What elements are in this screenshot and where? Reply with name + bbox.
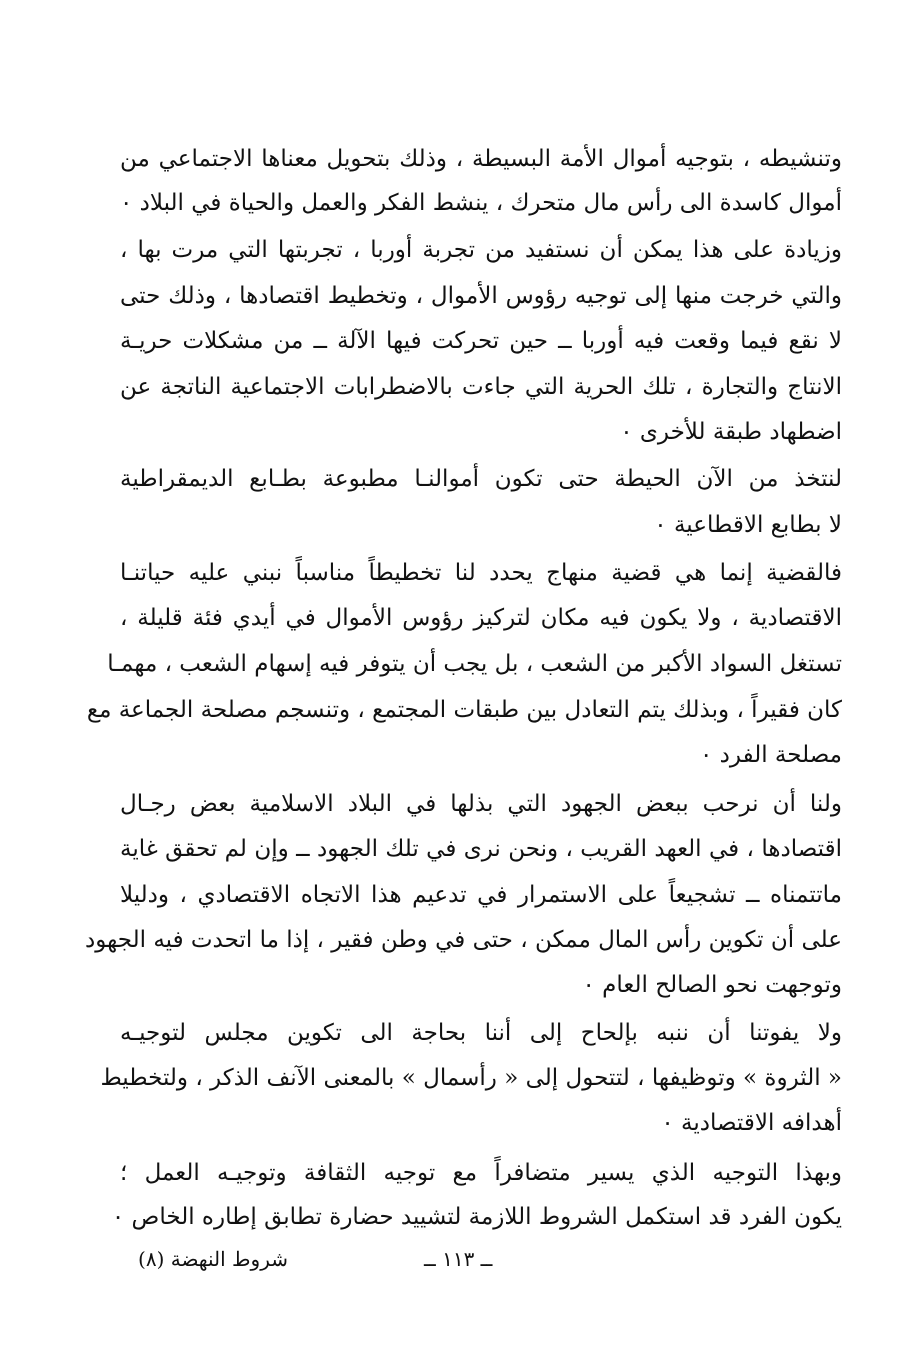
text-line: أهدافه الاقتصادية ٠ bbox=[661, 1110, 842, 1136]
text-line: كان فقيراً ، وبذلك يتم التعادل بين طبقات المجتمع ، وتنسجم مصلحة الجماعة مع bbox=[86, 697, 842, 723]
text-line: ولا يفوتنا أن ننبه بإلحاح إلى أننا بحاجة الى تكوين مجلس لتوجيـه bbox=[120, 1020, 842, 1046]
text-line: اضطهاد طبقة للأخرى ٠ bbox=[620, 419, 842, 445]
text-line: يكون الفرد قد استكمل الشروط اللازمة لتشييد حضارة تطابق إطاره الخاص ٠ bbox=[111, 1204, 842, 1230]
text-line: وتنشيطه ، بتوجيه أموال الأمة البسيطة ، وذلك بتحويل معناها الاجتماعي من bbox=[120, 146, 842, 172]
text-line: والتي خرجت منها إلى توجيه رؤوس الأموال ، وتخطيط اقتصادها ، وذلك حتى bbox=[120, 283, 842, 309]
text-line: تستغل السواد الأكبر من الشعب ، بل يجب أن يتوفر فيه إسهام الشعب ، مهمـا bbox=[107, 651, 842, 677]
text-line: أموال كاسدة الى رأس مال متحرك ، ينشط الفكر والعمل والحياة في البلاد ٠ bbox=[119, 190, 842, 216]
text-line: مصلحة الفرد ٠ bbox=[699, 742, 842, 768]
text-line: ولنا أن نرحب ببعض الجهود التي بذلها في البلاد الاسلامية بعض رجـال bbox=[120, 791, 842, 817]
text-line: لنتخذ من الآن الحيطة حتى تكون أموالنـا مطبوعة بطـابع الديمقراطية bbox=[120, 466, 842, 492]
text-line: اقتصادها ، في العهد القريب ، ونحن نرى في تلك الجهود ــ وإن لم تحقق غاية bbox=[120, 836, 842, 862]
text-line: على أن تكوين رأس المال ممكن ، حتى في وطن فقير ، إذا ما اتحدت فيه الجهود bbox=[85, 927, 842, 953]
text-line: وتوجهت نحو الصالح العام ٠ bbox=[582, 972, 842, 998]
book-title-footer: شروط النهضة (٨) bbox=[138, 1247, 288, 1271]
text-line: فالقضية إنما هي قضية منهاج يحدد لنا تخطيطاً مناسباً نبني عليه حياتنـا bbox=[120, 560, 842, 586]
page-number: ــ ١١٣ ــ bbox=[424, 1247, 493, 1271]
text-line: الانتاج والتجارة ، تلك الحرية التي جاءت بالاضطرابات الاجتماعية الناتجة عن bbox=[120, 374, 842, 400]
text-line: « الثروة » وتوظيفها ، لتتحول إلى « رأسمال » بالمعنى الآنف الذكر ، ولتخطيط bbox=[100, 1065, 842, 1091]
text-line: وزيادة على هذا يمكن أن نستفيد من تجربة أوربا ، تجربتها التي مرت بها ، bbox=[120, 237, 842, 263]
text-line: وبهذا التوجيه الذي يسير متضافراً مع توجيه الثقافة وتوجيـه العمل ؛ bbox=[120, 1160, 842, 1186]
text-line: لا نقع فيما وقعت فيه أوربا ــ حين تحركت فيها الآلة ــ من مشكلات حريـة bbox=[120, 328, 842, 354]
text-line: ماتتمناه ــ تشجيعاً على الاستمرار في تدعيم هذا الاتجاه الاقتصادي ، ودليلا bbox=[120, 882, 842, 908]
text-line: الاقتصادية ، ولا يكون فيه مكان لتركيز رؤوس الأموال في أيدي فئة قليلة ، bbox=[120, 605, 842, 631]
text-line: لا بطابع الاقطاعية ٠ bbox=[654, 512, 842, 538]
